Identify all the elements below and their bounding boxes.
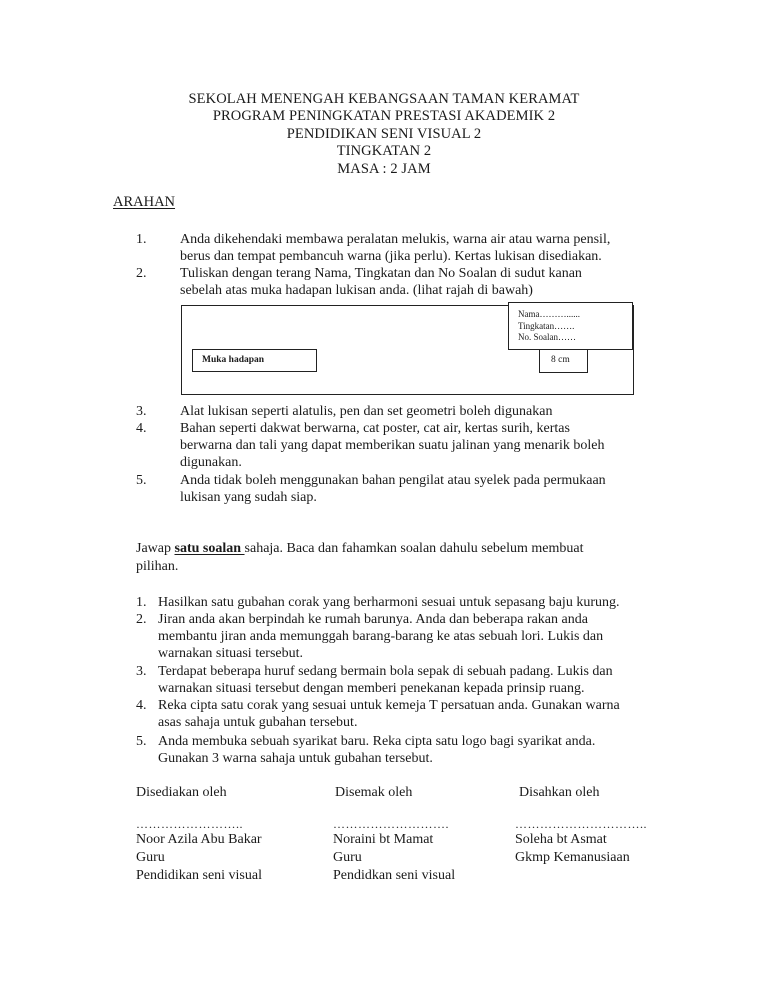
front-face-label: Muka hadapan xyxy=(192,349,317,372)
instruction-line: lukisan yang sudah siap. xyxy=(180,490,317,505)
school-name: SEKOLAH MENENGAH KEBANGSAAN TAMAN KERAMAT xyxy=(188,91,580,107)
signature-role: Disediakan oleh xyxy=(136,785,227,800)
question-line: Reka cipta satu corak yang sesuai untuk kemeja T persatuan anda. Gunakan warna xyxy=(158,698,620,713)
signatory-name: Noraini bt Mamat xyxy=(333,832,434,847)
question-line: membantu jiran anda memunggah barang-barang ke atas sebuah lori. Lukis dan xyxy=(158,629,604,644)
label-question-no: No. Soalan…… xyxy=(518,332,576,342)
instruction-number: 4. xyxy=(136,421,147,436)
form-level: TINGKATAN 2 xyxy=(336,143,432,160)
signatory-title: Guru xyxy=(136,850,165,865)
program-name: PROGRAM PENINGKATAN PRESTASI AKADEMIK 2 xyxy=(212,108,556,125)
question-line: warnakan situasi tersebut. xyxy=(158,646,304,661)
signatory-dept: Pendidikan seni visual xyxy=(136,868,262,883)
signature-block-prepared xyxy=(136,784,262,885)
instruction-line: Tuliskan dengan terang Nama, Tingkatan dan No Soalan di sudut kanan xyxy=(180,266,582,281)
signature-block-reviewed xyxy=(333,784,455,885)
question-line: Terdapat beberapa huruf sedang bermain bola sepak di sebuah padang. Lukis dan xyxy=(158,664,613,679)
answer-instruction xyxy=(136,540,584,576)
instruction-line: Alat lukisan seperti alatulis, pen dan set geometri boleh digunakan xyxy=(180,404,553,419)
signature-block-approved xyxy=(515,784,647,867)
signature-line: ………………………….. xyxy=(515,817,647,831)
signature-line: …………………….. xyxy=(136,817,243,831)
subject-name: PENDIDIKAN SENI VISUAL 2 xyxy=(286,125,482,142)
question-number: 5. xyxy=(136,734,147,749)
answer-prefix: Jawap xyxy=(136,541,175,556)
signatory-dept: Pendidkan seni visual xyxy=(333,868,456,883)
question-line: Hasilkan satu gubahan corak yang berharmoni sesuai untuk sepasang baju kurung. xyxy=(158,595,620,610)
name-label-box xyxy=(508,302,633,350)
instruction-number: 5. xyxy=(136,473,147,488)
signature-role: Disemak oleh xyxy=(335,785,413,800)
exam-duration: MASA : 2 JAM xyxy=(337,160,431,177)
dimension-label: 8 cm xyxy=(539,349,588,373)
instructions-heading: ARAHAN xyxy=(113,194,176,210)
answer-emphasis: satu soalan xyxy=(174,541,245,556)
instruction-line: digunakan. xyxy=(180,455,242,470)
instruction-number: 2. xyxy=(136,266,147,281)
answer-line2: pilihan. xyxy=(136,559,179,574)
label-name: Nama………...... xyxy=(518,309,580,319)
question-line: asas sahaja untuk gubahan tersebut. xyxy=(158,715,358,730)
question-number: 1. xyxy=(136,595,147,610)
question-line: warnakan situasi tersebut dengan memberi penekanan kepada prinsip ruang. xyxy=(158,681,585,696)
signature-line: ………………………. xyxy=(333,817,449,831)
question-line: Jiran anda akan berpindah ke rumah barunya. Anda dan beberapa rakan anda xyxy=(158,612,588,627)
instruction-line: berus dan tempat pembancuh warna (jika perlu). Kertas lukisan disediakan. xyxy=(180,249,602,264)
instruction-line: sebelah atas muka hadapan lukisan anda. (lihat rajah di bawah) xyxy=(180,283,533,298)
signatory-name: Noor Azila Abu Bakar xyxy=(136,832,262,847)
instruction-line: Bahan seperti dakwat berwarna, cat poster, cat air, kertas surih, kertas xyxy=(180,421,570,436)
answer-suffix: sahaja. Baca dan fahamkan soalan dahulu sebelum membuat xyxy=(244,541,584,556)
document-header xyxy=(0,91,768,178)
signatory-title: Gkmp Kemanusiaan xyxy=(515,850,630,865)
instruction-line: Anda tidak boleh menggunakan bahan pengilat atau syelek pada permukaan xyxy=(180,473,606,488)
signatory-name: Soleha bt Asmat xyxy=(515,832,607,847)
instruction-line: berwarna dan tali yang dapat memberikan suatu jalinan yang menarik boleh xyxy=(180,438,605,453)
instruction-number: 1. xyxy=(136,232,147,247)
signatory-title: Guru xyxy=(333,850,362,865)
question-line: Anda membuka sebuah syarikat baru. Reka cipta satu logo bagi syarikat anda. xyxy=(158,734,596,749)
instruction-line: Anda dikehendaki membawa peralatan melukis, warna air atau warna pensil, xyxy=(180,232,611,247)
instruction-number: 3. xyxy=(136,404,147,419)
question-number: 3. xyxy=(136,664,147,679)
signature-role: Disahkan oleh xyxy=(519,785,600,800)
question-number: 2. xyxy=(136,612,147,627)
question-number: 4. xyxy=(136,698,147,713)
question-line: Gunakan 3 warna sahaja untuk gubahan tersebut. xyxy=(158,751,433,766)
label-form: Tingkatan……. xyxy=(518,320,575,331)
